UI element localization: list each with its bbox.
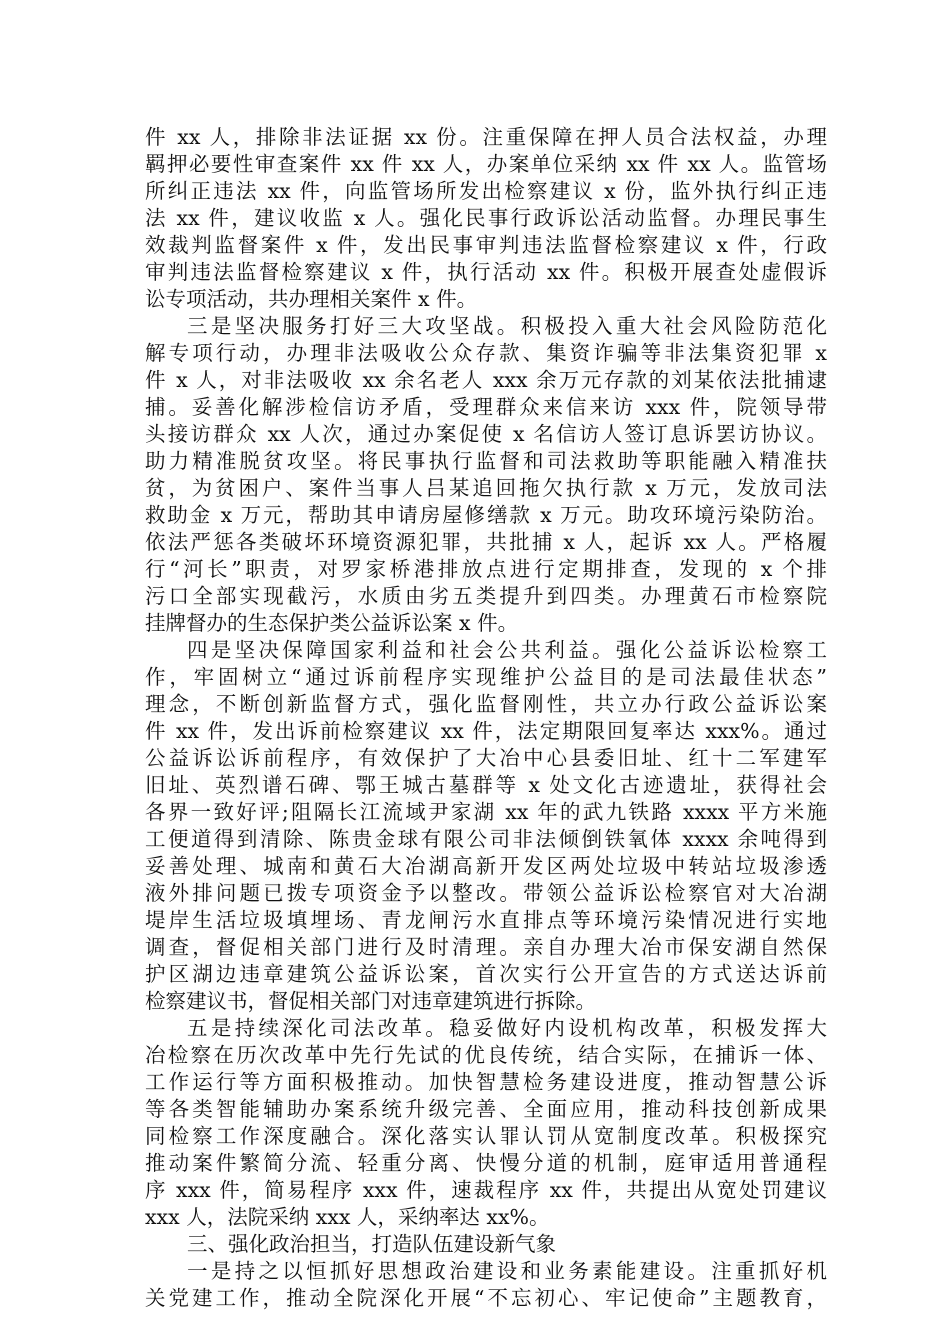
text-line: 行“河长”职责，对罗家桥港排放点进行定期排查，发现的 x 个排 bbox=[145, 557, 827, 581]
text-line: 头接访群众 xx 人次，通过办案促使 x 名信访人签订息诉罢访协议。 bbox=[145, 422, 827, 446]
text-line: xxx 人，法院采纳 xxx 人，采纳率达 xx%。 bbox=[145, 1205, 550, 1229]
text-line: 作，牢固树立“通过诉前程序实现维护公益目的是司法最佳状态” bbox=[145, 665, 827, 689]
text-line: 件 xx 人，排除非法证据 xx 份。注重保障在押人员合法权益，办理 bbox=[145, 125, 827, 149]
text-line: 捕。妥善化解涉检信访矛盾，受理群众来信来访 xxx 件，院领导带 bbox=[145, 395, 827, 419]
text-line: 各界一致好评;阻隔长江流域尹家湖 xx 年的武九铁路 xxxx 平方米施 bbox=[145, 800, 827, 824]
text-line: 挂牌督办的生态保护类公益诉讼案 x 件。 bbox=[145, 611, 519, 635]
text-line: 同检察工作深度融合。深化落实认罪认罚从宽制度改革。积极探究 bbox=[145, 1124, 827, 1148]
text-line: 理念，不断创新监督方式，强化监督刚性，共立办行政公益诉讼案 bbox=[145, 692, 827, 716]
text-line: 助力精准脱贫攻坚。将民事执行监督和司法救助等职能融入精准扶 bbox=[145, 449, 827, 473]
paragraph-start-line: 一是持之以恒抓好思想政治建设和业务素能建设。注重抓好机 bbox=[187, 1259, 827, 1283]
section-heading: 三、强化政治担当，打造队伍建设新气象 bbox=[187, 1232, 556, 1256]
document-page bbox=[145, 124, 827, 1312]
paragraph-start-line: 五是持续深化司法改革。稳妥做好内设机构改革，积极发挥大 bbox=[187, 1016, 827, 1040]
text-line: 序 xxx 件，简易程序 xxx 件，速裁程序 xx 件，共提出从宽处罚建议 bbox=[145, 1178, 827, 1202]
text-line: 等各类智能辅助办案系统升级完善、全面应用，推动科技创新成果 bbox=[145, 1097, 827, 1121]
text-line: 效裁判监督案件 x 件，发出民事审判违法监督检察建议 x 件，行政 bbox=[145, 233, 827, 257]
text-line: 件 x 人，对非法吸收 xx 余名老人 xxx 余万元存款的刘某依法批捕逮 bbox=[145, 368, 827, 392]
paragraph-start-line: 三是坚决服务打好三大攻坚战。积极投入重大社会风险防范化 bbox=[187, 314, 827, 338]
text-line: 贫，为贫困户、案件当事人吕某追回拖欠执行款 x 万元，发放司法 bbox=[145, 476, 827, 500]
text-line: 护区湖边违章建筑公益诉讼案，首次实行公开宣告的方式送达诉前 bbox=[145, 962, 827, 986]
text-line: 污口全部实现截污，水质由劣五类提升到四类。办理黄石市检察院 bbox=[145, 584, 827, 608]
text-line: 冶检察在历次改革中先行先试的优良传统，结合实际，在捕诉一体、 bbox=[145, 1043, 827, 1067]
text-line: 解专项行动，办理非法吸收公众存款、集资诈骗等非法集资犯罪 x bbox=[145, 341, 827, 365]
text-line: 液外排问题已拨专项资金予以整改。带领公益诉讼检察官对大冶湖 bbox=[145, 881, 827, 905]
text-line: 推动案件繁简分流、轻重分离、快慢分道的机制，庭审适用普通程 bbox=[145, 1151, 827, 1175]
text-line: 羁押必要性审查案件 xx 件 xx 人，办案单位采纳 xx 件 xx 人。监管场 bbox=[145, 152, 827, 176]
text-line: 救助金 x 万元，帮助其申请房屋修缮款 x 万元。助攻环境污染防治。 bbox=[145, 503, 827, 527]
text-line: 堤岸生活垃圾填埋场、青龙闸污水直排点等环境污染情况进行实地 bbox=[145, 908, 827, 932]
text-line: 公益诉讼诉前程序，有效保护了大冶中心县委旧址、红十二军建军 bbox=[145, 746, 827, 770]
text-line: 工作运行等方面积极推动。加快智慧检务建设进度，推动智慧公诉 bbox=[145, 1070, 827, 1094]
text-line: 依法严惩各类破坏环境资源犯罪，共批捕 x 人，起诉 xx 人。严格履 bbox=[145, 530, 827, 554]
text-line: 关党建工作，推动全院深化开展“不忘初心、牢记使命”主题教育， bbox=[145, 1286, 827, 1310]
text-line: 所纠正违法 xx 件，向监管场所发出检察建议 x 份，监外执行纠正违 bbox=[145, 179, 827, 203]
text-line: 检察建议书，督促相关部门对违章建筑进行拆除。 bbox=[145, 989, 596, 1013]
text-line: 妥善处理、城南和黄石大冶湖高新开发区两处垃圾中转站垃圾渗透 bbox=[145, 854, 827, 878]
text-line: 件 xx 件，发出诉前检察建议 xx 件，法定期限回复率达 xxx%。通过 bbox=[145, 719, 827, 743]
text-line: 法 xx 件，建议收监 x 人。强化民事行政诉讼活动监督。办理民事生 bbox=[145, 206, 827, 230]
text-line: 旧址、英烈谱石碑、鄂王城古墓群等 x 处文化古迹遗址，获得社会 bbox=[145, 773, 827, 797]
text-line: 审判违法监督检察建议 x 件，执行活动 xx 件。积极开展查处虚假诉 bbox=[145, 260, 827, 284]
text-line: 工便道得到清除、陈贵金球有限公司非法倾倒铁氧体 xxxx 余吨得到 bbox=[145, 827, 827, 851]
paragraph-start-line: 四是坚决保障国家利益和社会公共利益。强化公益诉讼检察工 bbox=[187, 638, 827, 662]
text-line: 调查，督促相关部门进行及时清理。亲自办理大冶市保安湖自然保 bbox=[145, 935, 827, 959]
text-line: 讼专项活动，共办理相关案件 x 件。 bbox=[145, 287, 478, 311]
